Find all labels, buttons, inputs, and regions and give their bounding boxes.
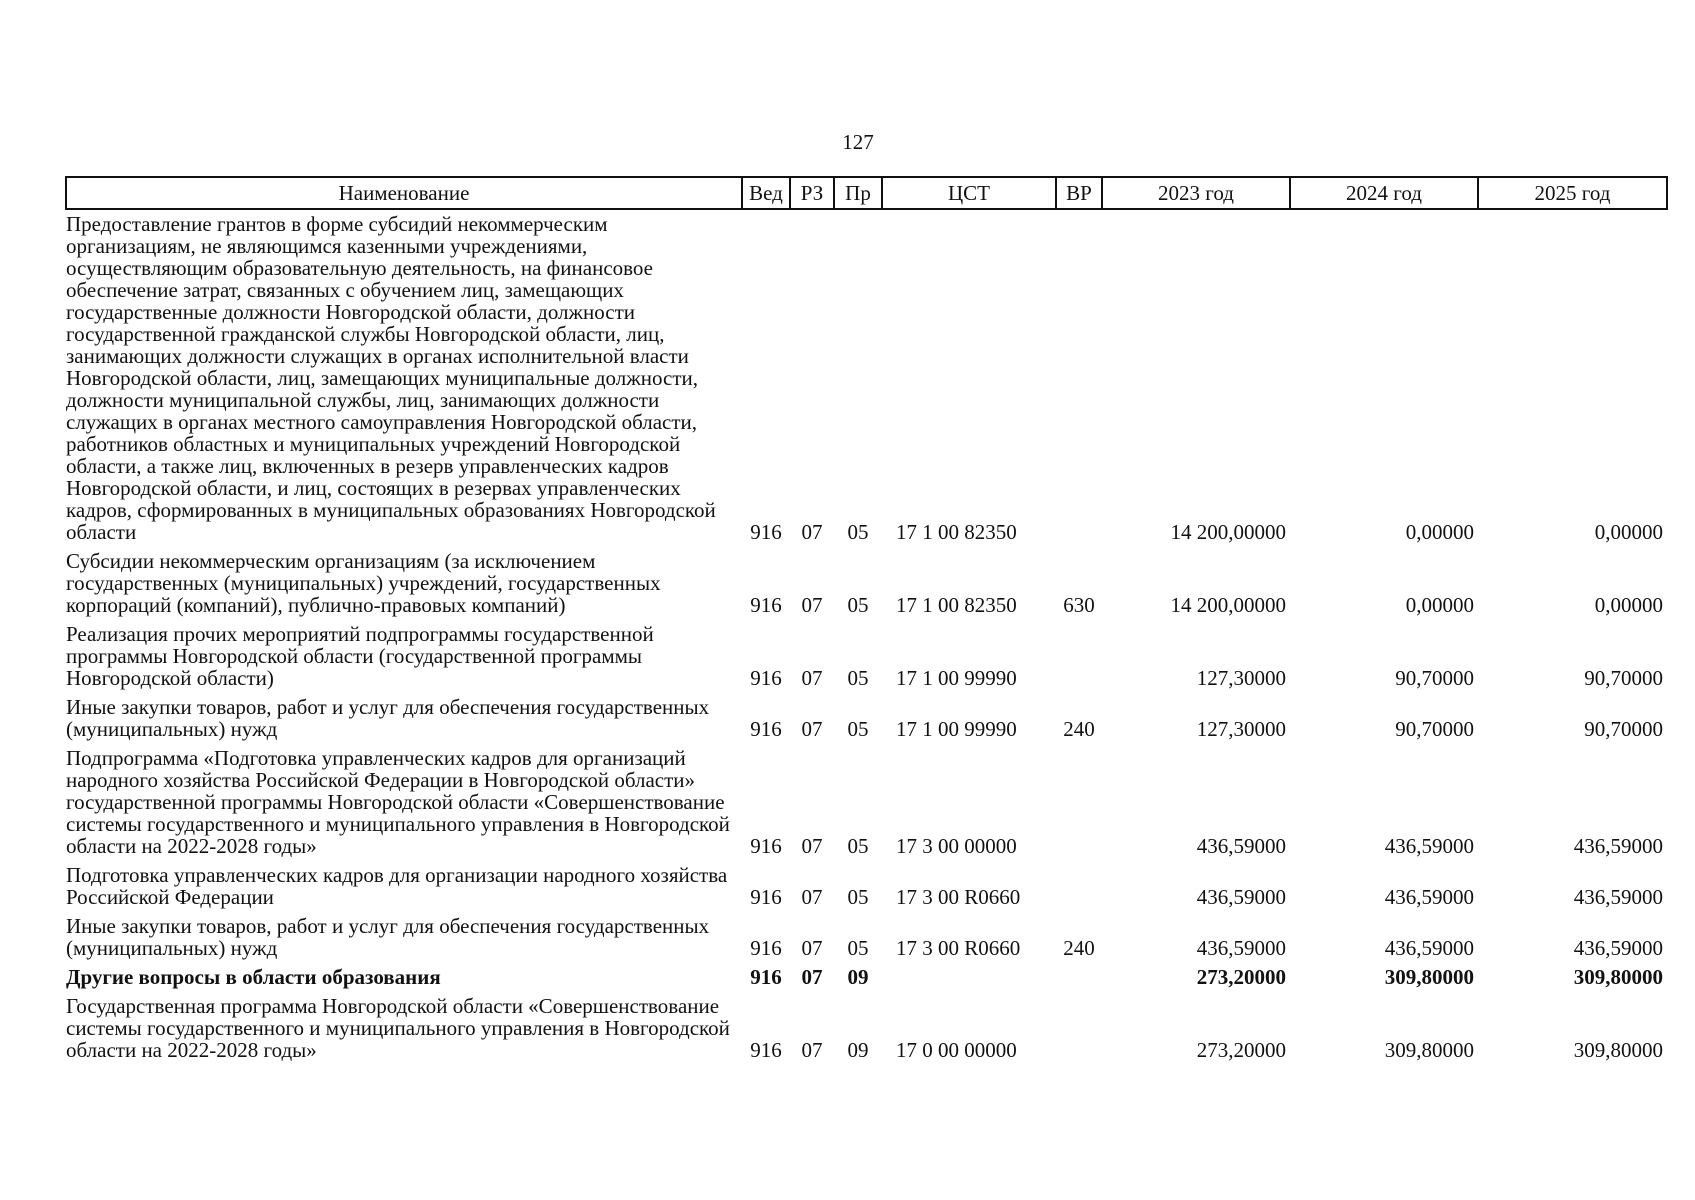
cell-2024: 309,80000 [1384, 1038, 1474, 1062]
cell-2023: 127,30000 [1196, 717, 1286, 741]
cell-ved: 916 [750, 520, 782, 544]
cell-rz: 07 [801, 936, 823, 960]
cell-vr [1056, 988, 1102, 1061]
cell-cst: 17 1 00 99990 [896, 666, 1017, 690]
cell-2023: 436,59000 [1196, 936, 1286, 960]
cell-rz: 07 [801, 593, 823, 617]
cell-rz: 07 [801, 520, 823, 544]
cell-ved: 916 [750, 593, 782, 617]
cell-rz: 07 [801, 885, 823, 909]
cell-ved: 916 [750, 1038, 782, 1062]
header-2024: 2024 год [1290, 177, 1478, 209]
cell-ved: 916 [750, 936, 782, 960]
cell-2023: 436,59000 [1196, 885, 1286, 909]
cell-pr: 05 [847, 936, 869, 960]
table-row [66, 689, 1667, 740]
cell-vr [1056, 616, 1102, 689]
cell-2024: 436,59000 [1384, 936, 1474, 960]
header-name: Наименование [66, 177, 742, 209]
header-pr: Пр [834, 177, 882, 209]
cell-2024: 309,80000 [1384, 965, 1474, 989]
cell-name: Государственная программа Новгородской области «Совершенствование системы государственного и муниципального управления в Новгородской области на 2022-2028 годы» [66, 994, 730, 1062]
cell-cst [882, 959, 1056, 988]
cell-ved: 916 [750, 885, 782, 909]
cell-pr: 05 [847, 666, 869, 690]
cell-pr: 09 [847, 965, 869, 989]
table-row [66, 616, 1667, 689]
cell-pr: 05 [847, 717, 869, 741]
cell-2024: 436,59000 [1384, 885, 1474, 909]
cell-vr [1056, 209, 1102, 543]
cell-pr: 09 [847, 1038, 869, 1062]
cell-cst: 17 3 00 R0660 [896, 936, 1021, 960]
cell-2023: 14 200,00000 [1170, 593, 1286, 617]
cell-rz: 07 [801, 965, 823, 989]
table-row [66, 857, 1667, 908]
cell-2025: 0,00000 [1594, 593, 1663, 617]
cell-2025: 436,59000 [1573, 834, 1663, 858]
cell-ved: 916 [750, 834, 782, 858]
cell-2024: 90,70000 [1395, 666, 1474, 690]
cell-vr: 240 [1063, 936, 1095, 960]
cell-rz: 07 [801, 834, 823, 858]
cell-2023: 127,30000 [1196, 666, 1286, 690]
cell-vr [1056, 740, 1102, 857]
cell-name: Другие вопросы в области образования [66, 965, 441, 989]
cell-ved: 916 [750, 666, 782, 690]
cell-2025: 436,59000 [1573, 936, 1663, 960]
cell-2023: 436,59000 [1196, 834, 1286, 858]
cell-2024: 90,70000 [1395, 717, 1474, 741]
table-body [66, 209, 1667, 1061]
cell-name: Субсидии некоммерческим организациям (за исключением государственных (муниципальных) учреждений, государственных корпораций (компаний), публично-правовых компаний) [66, 549, 661, 617]
table-row [66, 543, 1667, 616]
cell-2024: 0,00000 [1405, 593, 1474, 617]
table-header-row [66, 177, 1667, 209]
cell-vr [1056, 857, 1102, 908]
cell-2025: 436,59000 [1573, 885, 1663, 909]
cell-pr: 05 [847, 593, 869, 617]
cell-pr: 05 [847, 520, 869, 544]
table-row [66, 908, 1667, 959]
cell-pr: 05 [847, 885, 869, 909]
cell-pr: 05 [847, 834, 869, 858]
cell-cst: 17 0 00 00000 [896, 1038, 1017, 1062]
cell-cst: 17 1 00 99990 [896, 717, 1017, 741]
cell-2025: 90,70000 [1584, 666, 1663, 690]
cell-cst: 17 1 00 82350 [896, 593, 1017, 617]
cell-vr: 630 [1063, 593, 1095, 617]
cell-vr [1056, 959, 1102, 988]
cell-cst: 17 1 00 82350 [896, 520, 1017, 544]
table-row [66, 209, 1667, 543]
budget-table [65, 176, 1668, 1061]
page-number: 127 [842, 130, 874, 154]
cell-2023: 273,20000 [1196, 965, 1286, 989]
cell-cst: 17 3 00 R0660 [896, 885, 1021, 909]
cell-rz: 07 [801, 1038, 823, 1062]
cell-2023: 273,20000 [1196, 1038, 1286, 1062]
header-rz: РЗ [790, 177, 834, 209]
cell-2025: 90,70000 [1584, 717, 1663, 741]
header-2023: 2023 год [1102, 177, 1290, 209]
cell-ved: 916 [750, 965, 782, 989]
cell-2024: 436,59000 [1384, 834, 1474, 858]
cell-vr: 240 [1063, 717, 1095, 741]
header-ved: Вед [742, 177, 790, 209]
cell-2025: 309,80000 [1573, 1038, 1663, 1062]
cell-2025: 0,00000 [1594, 520, 1663, 544]
cell-2025: 309,80000 [1573, 965, 1663, 989]
table-row [66, 959, 1667, 988]
cell-name: Иные закупки товаров, работ и услуг для обеспечения государственных (муниципальных) нужд [66, 914, 710, 960]
cell-2024: 0,00000 [1405, 520, 1474, 544]
table-row [66, 740, 1667, 857]
cell-name: Подпрограмма «Подготовка управленческих кадров для организаций народного хозяйства Российской Федерации в Новгородской области» государственной программы Новгородской области «Совершенствование системы государственного и муниципального управления в Новгородской области на 2022-2028 годы» [66, 746, 730, 858]
cell-name: Иные закупки товаров, работ и услуг для обеспечения государственных (муниципальных) нужд [66, 695, 710, 741]
cell-rz: 07 [801, 717, 823, 741]
cell-name: Реализация прочих мероприятий подпрограммы государственной программы Новгородской области (государственной программы Новгородской области) [66, 622, 654, 690]
cell-name: Предоставление грантов в форме субсидий некоммерческим организациям, не являющимся казенными учреждениями, осуществляющим образовательную деятельность, на финансовое обеспечение затрат, связанных с обучением лиц, замещающих государственные должности Новгородской области, должности государственной гражданской службы Новгородской области, лиц, занимающих должности служащих в органах исполнительной власти Новгородской области, лиц, замещающих муниципальные должности, должности муниципальной службы, лиц, занимающих должности служащих в органах местного самоуправления Новгородской области, работников областных и муниципальных учреждений Новгородской области, а также лиц, включенных в резерв управленческих кадров Новгородской области, и лиц, состоящих в резервах управленческих кадров, сформированных в муниципальных образованиях Новгородской области [66, 212, 716, 544]
header-2025: 2025 год [1478, 177, 1667, 209]
header-vr: ВР [1056, 177, 1102, 209]
table-row [66, 988, 1667, 1061]
cell-ved: 916 [750, 717, 782, 741]
cell-rz: 07 [801, 666, 823, 690]
cell-2023: 14 200,00000 [1170, 520, 1286, 544]
cell-cst: 17 3 00 00000 [896, 834, 1017, 858]
header-cst: ЦСТ [882, 177, 1056, 209]
cell-name: Подготовка управленческих кадров для организации народного хозяйства Российской Федерации [66, 863, 728, 909]
